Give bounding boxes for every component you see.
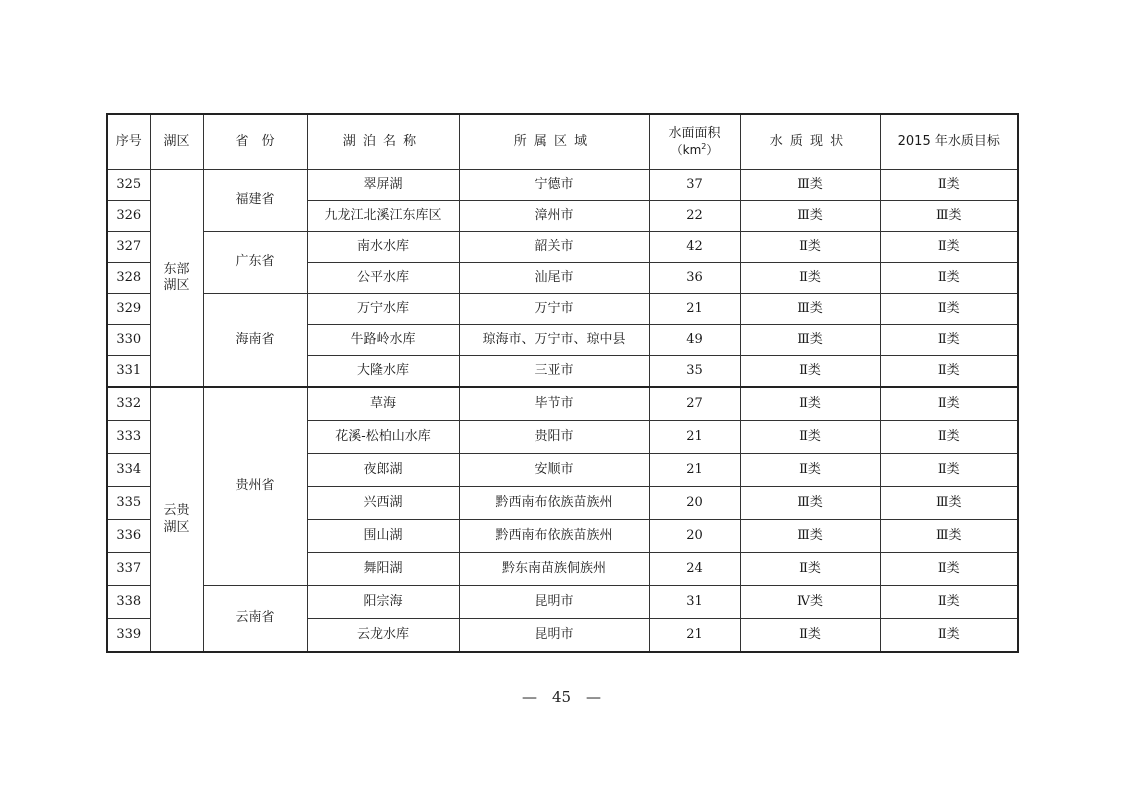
district-cell: 韶关市 [459,232,649,263]
lake-cell: 南水水库 [307,232,459,263]
lake-cell: 夜郎湖 [307,454,459,487]
header-water-area-label: 水面面积 [668,125,721,141]
status-cell: Ⅳ类 [740,586,880,619]
seq-cell: 332 [107,387,150,421]
water-area-cell: 31 [649,586,740,619]
district-cell: 昆明市 [459,586,649,619]
group-east [107,170,1018,388]
header-district: 所属区域 [459,114,649,170]
header-seq: 序号 [107,114,150,170]
target-cell: Ⅱ类 [880,325,1018,356]
water-area-cell: 21 [649,619,740,653]
district-cell: 黔西南布依族苗族州 [459,520,649,553]
lake-cell: 大隆水库 [307,356,459,388]
header-target: 2015 年水质目标 [880,114,1018,170]
table-row [107,170,1018,201]
water-area-cell: 49 [649,325,740,356]
status-cell: Ⅱ类 [740,232,880,263]
status-cell: Ⅱ类 [740,387,880,421]
status-cell: Ⅱ类 [740,263,880,294]
lake-cell: 云龙水库 [307,619,459,653]
status-cell: Ⅱ类 [740,421,880,454]
lake-cell: 舞阳湖 [307,553,459,586]
area-cell: 云贵 湖区 [150,387,203,652]
water-area-cell: 21 [649,421,740,454]
water-area-cell: 36 [649,263,740,294]
seq-cell: 327 [107,232,150,263]
water-area-cell: 21 [649,454,740,487]
seq-cell: 331 [107,356,150,388]
province-cell: 广东省 [203,232,307,294]
target-cell: Ⅲ类 [880,520,1018,553]
water-area-cell: 21 [649,294,740,325]
status-cell: Ⅱ类 [740,454,880,487]
status-cell: Ⅱ类 [740,619,880,653]
header-status: 水质现状 [740,114,880,170]
status-cell: Ⅱ类 [740,553,880,586]
district-cell: 琼海市、万宁市、琼中县 [459,325,649,356]
district-cell: 汕尾市 [459,263,649,294]
lake-cell: 公平水库 [307,263,459,294]
seq-cell: 333 [107,421,150,454]
water-area-cell: 24 [649,553,740,586]
page-number: — 45 — [521,688,602,706]
header-row [107,114,1018,170]
target-cell: Ⅱ类 [880,553,1018,586]
status-cell: Ⅲ类 [740,325,880,356]
status-cell: Ⅲ类 [740,520,880,553]
target-cell: Ⅱ类 [880,619,1018,653]
seq-cell: 335 [107,487,150,520]
district-cell: 贵阳市 [459,421,649,454]
seq-cell: 328 [107,263,150,294]
lake-water-quality-table [106,113,1019,653]
water-area-cell: 27 [649,387,740,421]
table-row [107,387,1018,421]
district-cell: 漳州市 [459,201,649,232]
header-water-area-unit: $(km^2)$ [670,142,719,158]
lake-cell: 花溪-松柏山水库 [307,421,459,454]
status-cell: Ⅲ类 [740,201,880,232]
header-area: 湖区 [150,114,203,170]
group-yungui [107,387,1018,652]
lake-cell: 草海 [307,387,459,421]
province-cell: 云南省 [203,586,307,653]
water-area-cell: 42 [649,232,740,263]
target-cell: Ⅲ类 [880,487,1018,520]
status-cell: Ⅱ类 [740,356,880,388]
area-cell: 东部 湖区 [150,170,203,388]
district-cell: 万宁市 [459,294,649,325]
table-row [107,586,1018,619]
province-cell: 贵州省 [203,387,307,586]
target-cell: Ⅱ类 [880,586,1018,619]
lake-cell: 牛路岭水库 [307,325,459,356]
district-cell: 安顺市 [459,454,649,487]
target-cell: Ⅱ类 [880,232,1018,263]
seq-cell: 330 [107,325,150,356]
lake-cell: 阳宗海 [307,586,459,619]
district-cell: 宁德市 [459,170,649,201]
status-cell: Ⅲ类 [740,170,880,201]
water-area-cell: 35 [649,356,740,388]
lake-cell: 围山湖 [307,520,459,553]
province-cell: 海南省 [203,294,307,388]
water-area-cell: 20 [649,487,740,520]
seq-cell: 329 [107,294,150,325]
water-area-cell: 20 [649,520,740,553]
seq-cell: 336 [107,520,150,553]
province-cell: 福建省 [203,170,307,232]
seq-cell: 334 [107,454,150,487]
lake-cell: 万宁水库 [307,294,459,325]
target-cell: Ⅱ类 [880,454,1018,487]
target-cell: Ⅱ类 [880,356,1018,388]
status-cell: Ⅲ类 [740,487,880,520]
district-cell: 黔东南苗族侗族州 [459,553,649,586]
water-area-cell: 22 [649,201,740,232]
header-lake: 湖泊名称 [307,114,459,170]
district-cell: 三亚市 [459,356,649,388]
lake-cell: 翠屏湖 [307,170,459,201]
district-cell: 黔西南布依族苗族州 [459,487,649,520]
header-province: 省 份 [203,114,307,170]
target-cell: Ⅱ类 [880,421,1018,454]
status-cell: Ⅲ类 [740,294,880,325]
target-cell: Ⅱ类 [880,294,1018,325]
table-row [107,232,1018,263]
district-cell: 毕节市 [459,387,649,421]
lake-cell: 九龙江北溪江东库区 [307,201,459,232]
lake-cell: 兴西湖 [307,487,459,520]
water-area-cell: 37 [649,170,740,201]
seq-cell: 339 [107,619,150,653]
seq-cell: 326 [107,201,150,232]
district-cell: 昆明市 [459,619,649,653]
target-cell: Ⅱ类 [880,170,1018,201]
seq-cell: 338 [107,586,150,619]
seq-cell: 325 [107,170,150,201]
header-water-area [649,114,740,170]
target-cell: Ⅱ类 [880,387,1018,421]
target-cell: Ⅲ类 [880,201,1018,232]
seq-cell: 337 [107,553,150,586]
target-cell: Ⅱ类 [880,263,1018,294]
table-row [107,294,1018,325]
